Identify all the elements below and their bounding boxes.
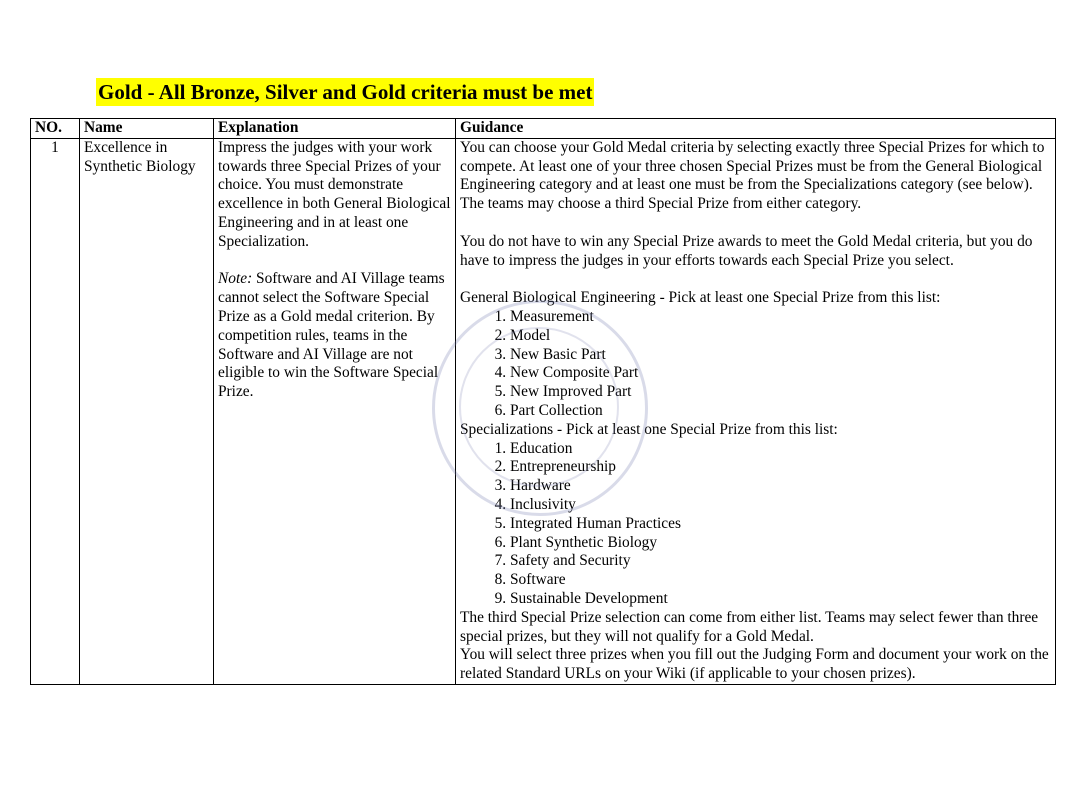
list-item: 4. New Composite Part	[510, 364, 1051, 383]
note-label: Note:	[218, 270, 253, 288]
list-item: 4. Inclusivity	[510, 496, 1051, 515]
explanation-paragraph: Impress the judges with your work towards three Special Prizes of your choice. You must demonstrate excellence in both General Biological Engineering and in at least one Specialization.	[218, 138, 451, 250]
cell-no: 1	[31, 138, 80, 684]
list-item: 9. Sustainable Development	[510, 590, 1051, 609]
list-item: 2. Model	[510, 327, 1051, 346]
list-item: 6. Plant Synthetic Biology	[510, 534, 1051, 553]
gbe-heading: General Biological Engineering - Pick at least one Special Prize from this list:	[460, 289, 941, 307]
header-guidance: Guidance	[456, 119, 1056, 139]
spec-heading: Specializations - Pick at least one Special Prize from this list:	[460, 420, 838, 438]
cell-explanation	[214, 138, 456, 684]
guidance-paragraph-3: The third Special Prize selection can come from either list. Teams may select fewer than three special prizes, but they will not qualify for a Gold Medal.	[460, 608, 1039, 645]
header-no: NO.	[31, 119, 80, 139]
note-text: Software and AI Village teams cannot select the Software Special Prize as a Gold medal criterion. By competition rules, teams in the Software and AI Village are not eligible to win the Software Special Prize.	[218, 270, 445, 401]
cell-guidance	[456, 138, 1056, 684]
list-item: 2. Entrepreneurship	[510, 458, 1051, 477]
gbe-list	[460, 308, 1051, 421]
guidance-paragraph-1: You can choose your Gold Medal criteria by selecting exactly three Special Prizes for which to compete. At least one of your three chosen Special Prizes must be from the General Biological Engineering category and at least one must be from the Specializations category (see below). The teams may choose a third Special Prize from either category.	[460, 138, 1045, 213]
cell-name: Excellence in Synthetic Biology	[80, 138, 214, 684]
list-item: 5. Integrated Human Practices	[510, 515, 1051, 534]
list-item: 5. New Improved Part	[510, 383, 1051, 402]
list-item: 6. Part Collection	[510, 402, 1051, 421]
table-row	[31, 138, 1056, 684]
page-title: Gold - All Bronze, Silver and Gold criteria must be met	[98, 80, 593, 104]
header-explanation: Explanation	[214, 119, 456, 139]
table-header-row	[31, 119, 1056, 139]
explanation-note	[218, 270, 451, 402]
list-item: 3. Hardware	[510, 477, 1051, 496]
list-item: 3. New Basic Part	[510, 346, 1051, 365]
spec-list	[460, 440, 1051, 609]
header-name: Name	[80, 119, 214, 139]
list-item: 1. Education	[510, 440, 1051, 459]
list-item: 1. Measurement	[510, 308, 1051, 327]
list-item: 8. Software	[510, 571, 1051, 590]
guidance-paragraph-2: You do not have to win any Special Prize awards to meet the Gold Medal criteria, but you do have to impress the judges in your efforts towards each Special Prize you select.	[460, 232, 1033, 269]
list-item: 7. Safety and Security	[510, 552, 1051, 571]
guidance-paragraph-4: You will select three prizes when you fill out the Judging Form and document your work on the related Standard URLs on your Wiki (if applicable to your chosen prizes).	[460, 646, 1049, 683]
criteria-table	[30, 118, 1056, 685]
